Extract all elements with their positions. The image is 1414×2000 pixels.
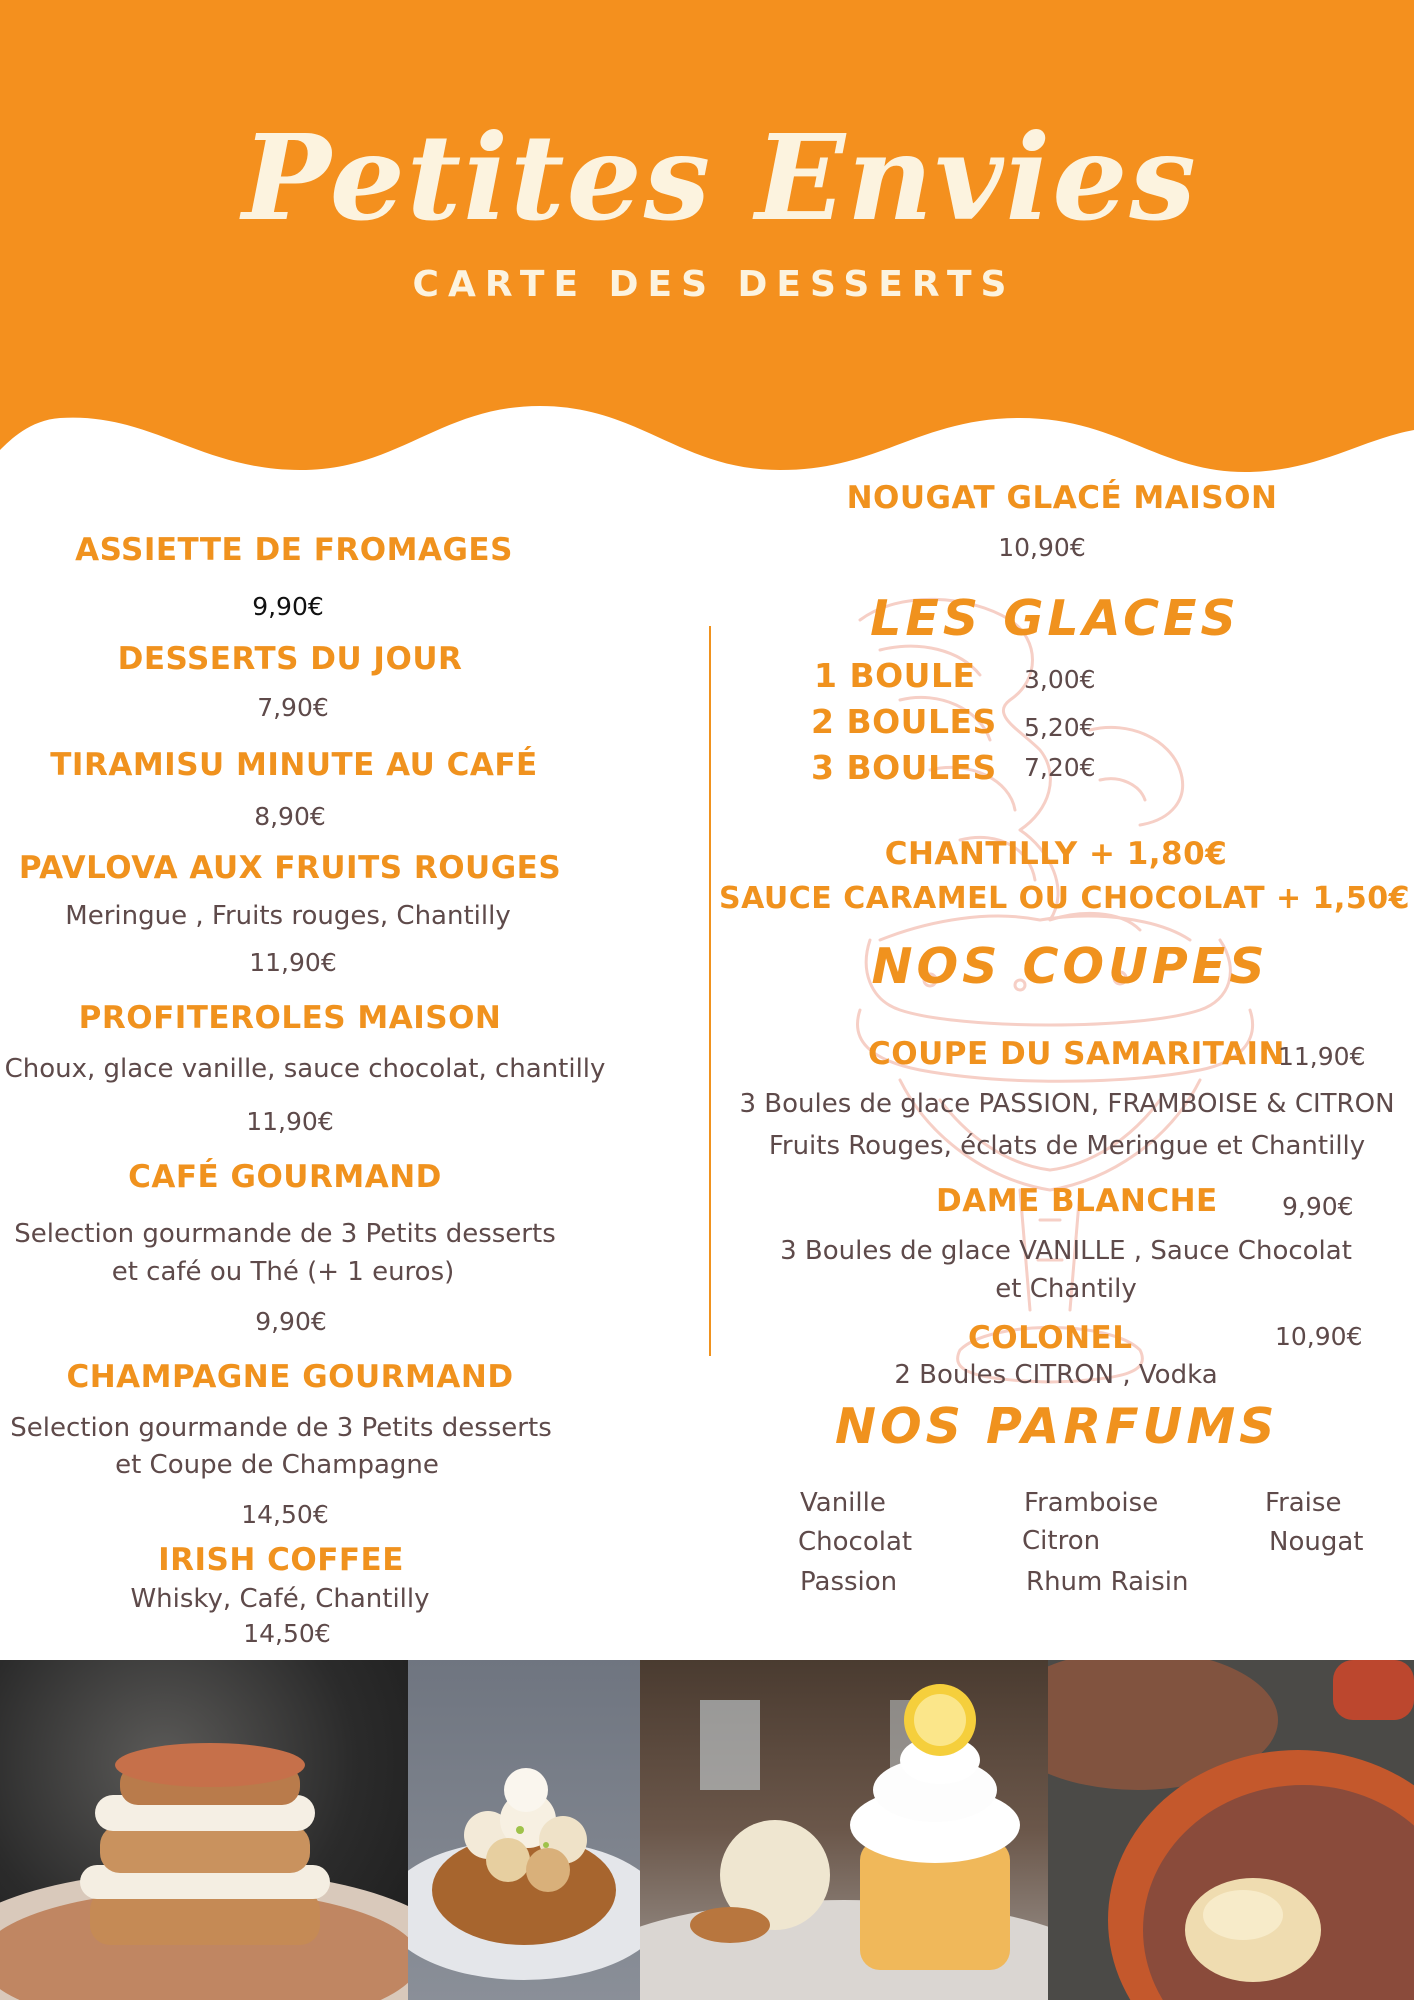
photo-tiramisu <box>0 1660 408 2000</box>
irish-coffee-price: 14,50€ <box>243 1619 331 1648</box>
cafe-gourmand-desc-1: Selection gourmande de 3 Petits desserts <box>14 1219 556 1249</box>
irish-coffee-desc: Whisky, Café, Chantilly <box>130 1584 430 1614</box>
pavlova-desc: Meringue , Fruits rouges, Chantilly <box>65 901 511 931</box>
pavlova-price: 11,90€ <box>249 948 337 977</box>
champagne-gourmand-desc-2: et Coupe de Champagne <box>115 1450 439 1480</box>
les-glaces-heading: LES GLACES <box>870 590 1240 647</box>
assiette-title: ASSIETTE DE FROMAGES <box>75 532 513 568</box>
nos-parfums-heading: NOS PARFUMS <box>835 1398 1279 1455</box>
colonel-price: 10,90€ <box>1275 1322 1363 1351</box>
photo-chocolate-cake-ice-cream <box>1048 1660 1414 2000</box>
photo-lemon-cake-ice-cream <box>640 1660 1048 2000</box>
profiteroles-price: 11,90€ <box>246 1107 334 1136</box>
parfum-nougat: Nougat <box>1269 1527 1364 1557</box>
parfum-rhum-raisin: Rhum Raisin <box>1026 1567 1189 1597</box>
photo-lemon-meringue-tart <box>408 1660 640 2000</box>
champagne-gourmand-title: CHAMPAGNE GOURMAND <box>66 1359 514 1395</box>
glace-3-boules-price: 7,20€ <box>1024 753 1096 782</box>
profiteroles-desc: Choux, glace vanille, sauce chocolat, chantilly <box>4 1054 606 1084</box>
dame-blanche-price: 9,90€ <box>1282 1192 1354 1221</box>
parfum-vanille: Vanille <box>800 1488 886 1518</box>
pavlova-title: PAVLOVA AUX FRUITS ROUGES <box>18 850 562 886</box>
colonel-desc: 2 Boules CITRON , Vodka <box>894 1360 1218 1390</box>
cafe-gourmand-desc-2: et café ou Thé (+ 1 euros) <box>111 1257 455 1287</box>
glace-2-boules-label: 2 BOULES <box>811 702 997 741</box>
nougat-title: NOUGAT GLACÉ MAISON <box>846 480 1278 516</box>
nos-coupes-heading: NOS COUPES <box>871 938 1269 995</box>
parfum-passion: Passion <box>800 1567 898 1597</box>
glace-3-boules-label: 3 BOULES <box>811 748 997 787</box>
tiramisu-price: 8,90€ <box>254 802 326 831</box>
dame-blanche-desc-1: 3 Boules de glace VANILLE , Sauce Chocolat <box>780 1236 1352 1266</box>
cafe-gourmand-price: 9,90€ <box>255 1307 327 1336</box>
desserts-jour-title: DESSERTS DU JOUR <box>117 641 463 677</box>
desserts-jour-price: 7,90€ <box>257 693 329 722</box>
colonel-title: COLONEL <box>968 1320 1133 1356</box>
coupe-samaritain-desc-2: Fruits Rouges, éclats de Meringue et Chantilly <box>768 1131 1366 1161</box>
parfum-fraise: Fraise <box>1265 1488 1342 1518</box>
irish-coffee-title: IRISH COFFEE <box>158 1542 404 1578</box>
coupe-samaritain-desc-1: 3 Boules de glace PASSION, FRAMBOISE & CITRON <box>739 1089 1395 1119</box>
dame-blanche-desc-2: et Chantily <box>995 1274 1137 1304</box>
glace-1-boule-price: 3,00€ <box>1024 665 1096 694</box>
tiramisu-title: TIRAMISU MINUTE AU CAFÉ <box>50 747 538 783</box>
profiteroles-title: PROFITEROLES MAISON <box>78 1000 502 1036</box>
column-divider <box>709 626 711 1356</box>
assiette-price: 9,90€ <box>252 592 324 621</box>
glace-1-boule-label: 1 BOULE <box>814 656 976 695</box>
nougat-price: 10,90€ <box>998 533 1086 562</box>
cafe-gourmand-title: CAFÉ GOURMAND <box>128 1159 442 1195</box>
champagne-gourmand-desc-1: Selection gourmande de 3 Petits desserts <box>10 1413 552 1443</box>
extra-chantilly: CHANTILLY + 1,80€ <box>884 836 1228 872</box>
parfum-chocolat: Chocolat <box>798 1527 913 1557</box>
coupe-samaritain-price: 11,90€ <box>1278 1042 1366 1071</box>
menu-title: Petites Envies <box>242 108 1198 247</box>
glace-2-boules-price: 5,20€ <box>1024 713 1096 742</box>
parfum-citron: Citron <box>1022 1526 1101 1556</box>
menu-subtitle: CARTE DES DESSERTS <box>412 264 1016 305</box>
extra-sauce: SAUCE CARAMEL OU CHOCOLAT + 1,50€ <box>719 881 1411 916</box>
champagne-gourmand-price: 14,50€ <box>241 1500 329 1529</box>
parfum-framboise: Framboise <box>1024 1488 1159 1518</box>
coupe-samaritain-title: COUPE DU SAMARITAIN <box>868 1036 1285 1072</box>
dame-blanche-title: DAME BLANCHE <box>936 1183 1218 1219</box>
